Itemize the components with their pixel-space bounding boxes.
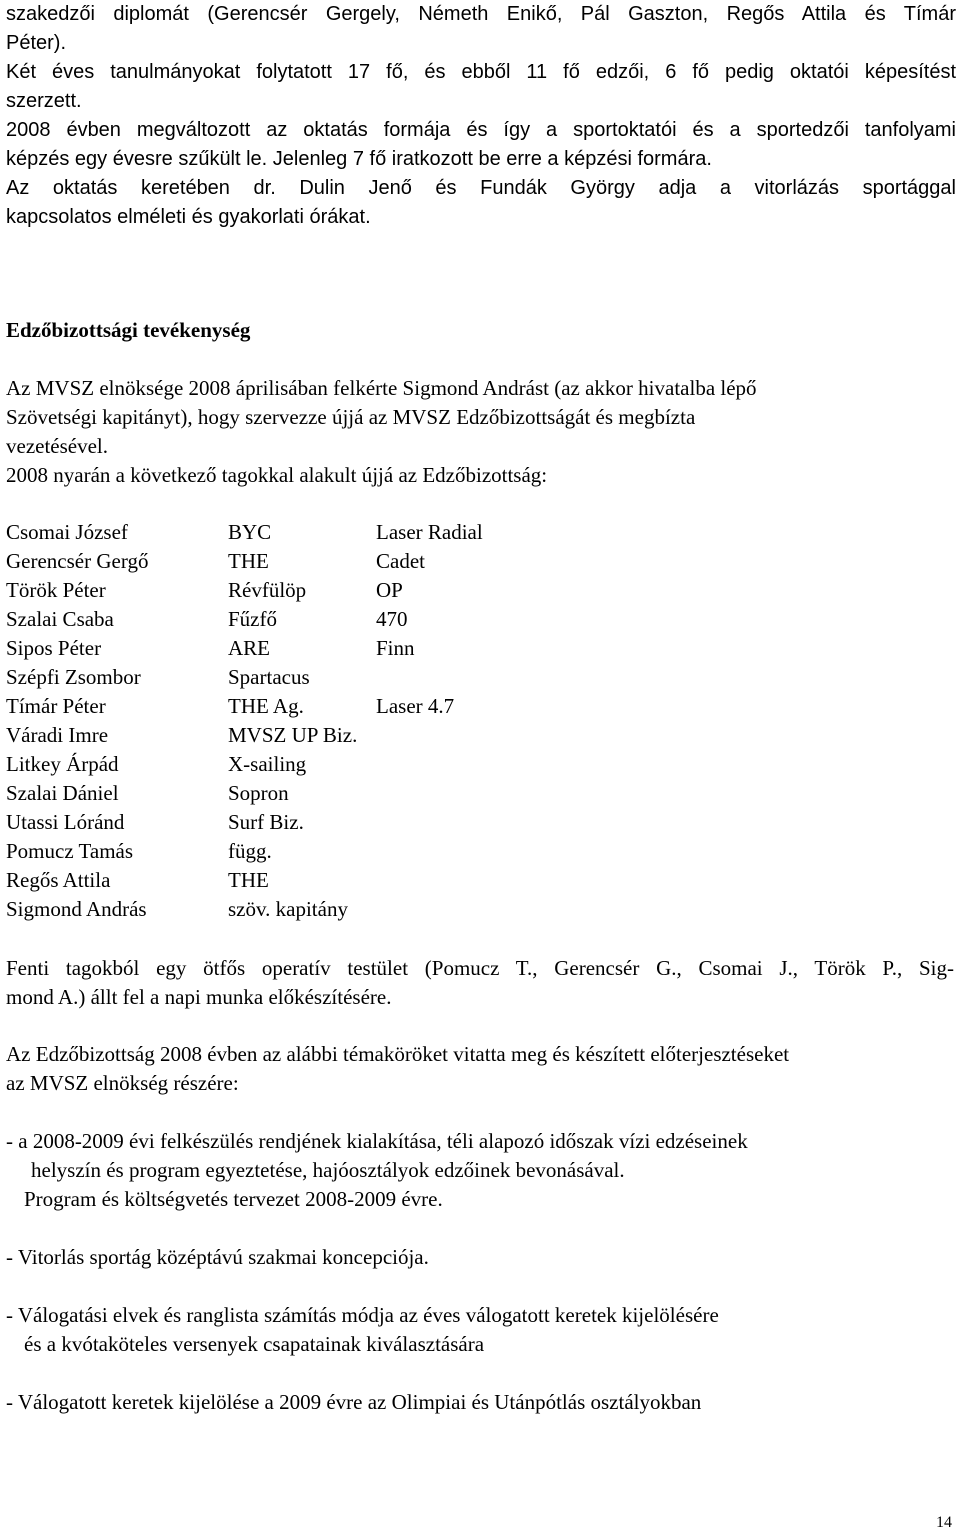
member-name: Utassi Lóránd <box>6 810 125 834</box>
member-name: Litkey Árpád <box>6 752 119 776</box>
member-club: Révfülöp <box>228 578 307 602</box>
member-club: THE <box>228 549 269 573</box>
member-club: Fűzfő <box>228 607 277 631</box>
paragraph-line: Fenti tagokból egy ötfős operatív testület (Pomucz T., Gerencsér G., Csomai J., Török P., Sig- <box>6 956 954 980</box>
member-row <box>6 518 706 547</box>
member-name: Tímár Péter <box>6 694 106 718</box>
member-row <box>6 779 706 808</box>
member-row <box>6 634 706 663</box>
intro-line: szakedzői diplomát (Gerencsér Gergely, Németh Enikő, Pál Gaszton, Regős Attila és Tímár <box>6 3 956 25</box>
member-class: Cadet <box>376 549 425 573</box>
member-name: Szalai Csaba <box>6 607 114 631</box>
member-club: Spartacus <box>228 665 310 689</box>
paragraph-line: Az Edzőbizottság 2008 évben az alábbi témaköröket vitatta meg és készített előterjesztéseket <box>6 1042 790 1066</box>
intro-line: Az oktatás keretében dr. Dulin Jenő és Fundák György adja a vitorlázás sportággal <box>6 177 956 199</box>
topics-intro-paragraph <box>6 1040 954 1098</box>
member-club: ARE <box>228 636 270 660</box>
topic-line: - Válogatási elvek és ranglista számítás módja az éves válogatott keretek kijelölésére <box>6 1303 719 1327</box>
topic-item-4 <box>6 1388 954 1417</box>
member-name: Regős Attila <box>6 868 111 892</box>
topic-line: - Vitorlás sportág középtávú szakmai koncepciója. <box>6 1245 429 1269</box>
intro-line: 2008 évben megváltozott az oktatás formája és így a sportoktatói és a sportedzői tanfolyami <box>6 119 956 141</box>
committee-members-list <box>6 518 706 924</box>
paragraph-line: Az MVSZ elnöksége 2008 áprilisában felkérte Sigmond Andrást (az akkor hivatalba lépő <box>6 376 757 400</box>
member-name: Váradi Imre <box>6 723 109 747</box>
member-row <box>6 721 706 750</box>
paragraph-line: 2008 nyarán a következő tagokkal alakult újjá az Edzőbizottság: <box>6 463 548 487</box>
member-class: Laser Radial <box>376 520 483 544</box>
paragraph-line: Szövetségi kapitányt), hogy szervezze újjá az MVSZ Edzőbizottságát és megbízta <box>6 405 696 429</box>
appointment-paragraph <box>6 374 954 490</box>
member-club: THE <box>228 868 269 892</box>
topic-item-3 <box>6 1301 954 1359</box>
member-row <box>6 663 706 692</box>
member-class: Laser 4.7 <box>376 694 455 718</box>
section-heading-block <box>6 316 954 345</box>
topic-line: - Válogatott keretek kijelölése a 2009 évre az Olimpiai és Utánpótlás osztályokban <box>6 1390 702 1414</box>
topic-line: és a kvótaköteles versenyek csapatainak kiválasztására <box>24 1332 485 1356</box>
paragraph-line: mond A.) állt fel a napi munka előkészítésére. <box>6 985 392 1009</box>
member-row <box>6 895 706 924</box>
member-name: Sipos Péter <box>6 636 102 660</box>
member-club: MVSZ UP Biz. <box>228 723 358 747</box>
section-heading: Edzőbizottsági tevékenység <box>6 318 251 342</box>
topic-item-2 <box>6 1243 954 1272</box>
member-class: 470 <box>376 607 408 631</box>
member-name: Sigmond András <box>6 897 147 921</box>
intro-line: szerzett. <box>6 90 82 112</box>
intro-line: képzés egy évesre szűkült le. Jelenleg 7 fő iratkozott be erre a képzési formára. <box>6 148 712 170</box>
page-number: 14 <box>936 1514 952 1531</box>
member-row <box>6 866 706 895</box>
member-club: THE Ag. <box>228 694 304 718</box>
member-name: Gerencsér Gergő <box>6 549 149 573</box>
member-name: Török Péter <box>6 578 106 602</box>
paragraph-line: vezetésével. <box>6 434 109 458</box>
intro-line: kapcsolatos elméleti és gyakorlati órákat. <box>6 206 371 228</box>
topic-item-1 <box>6 1127 954 1214</box>
member-club: Surf Biz. <box>228 810 304 834</box>
member-club: szöv. kapitány <box>228 897 348 921</box>
member-name: Szépfi Zsombor <box>6 665 141 689</box>
member-row <box>6 576 706 605</box>
member-club: Sopron <box>228 781 289 805</box>
paragraph-line: az MVSZ elnökség részére: <box>6 1071 239 1095</box>
member-row <box>6 692 706 721</box>
member-name: Csomai József <box>6 520 128 544</box>
operative-body-paragraph <box>6 954 954 1012</box>
member-row <box>6 837 706 866</box>
member-row <box>6 750 706 779</box>
member-class: OP <box>376 578 403 602</box>
topic-line: - a 2008-2009 évi felkészülés rendjének kialakítása, téli alapozó időszak vízi edzéseinek <box>6 1129 748 1153</box>
member-row <box>6 605 706 634</box>
topic-line: helyszín és program egyeztetése, hajóosztályok edzőinek bevonásával. <box>31 1158 625 1182</box>
member-row <box>6 547 706 576</box>
intro-line: Két éves tanulmányokat folytatott 17 fő, és ebből 11 fő edzői, 6 fő pedig oktatói képesítést <box>6 61 956 83</box>
member-row <box>6 808 706 837</box>
intro-line: Péter). <box>6 32 67 54</box>
topic-line: Program és költségvetés tervezet 2008-2009 évre. <box>24 1187 443 1211</box>
member-name: Pomucz Tamás <box>6 839 134 863</box>
member-class: Finn <box>376 636 415 660</box>
member-club: X-sailing <box>228 752 307 776</box>
member-club: BYC <box>228 520 272 544</box>
intro-paragraph <box>6 0 956 232</box>
member-club: függ. <box>228 839 272 863</box>
member-name: Szalai Dániel <box>6 781 119 805</box>
